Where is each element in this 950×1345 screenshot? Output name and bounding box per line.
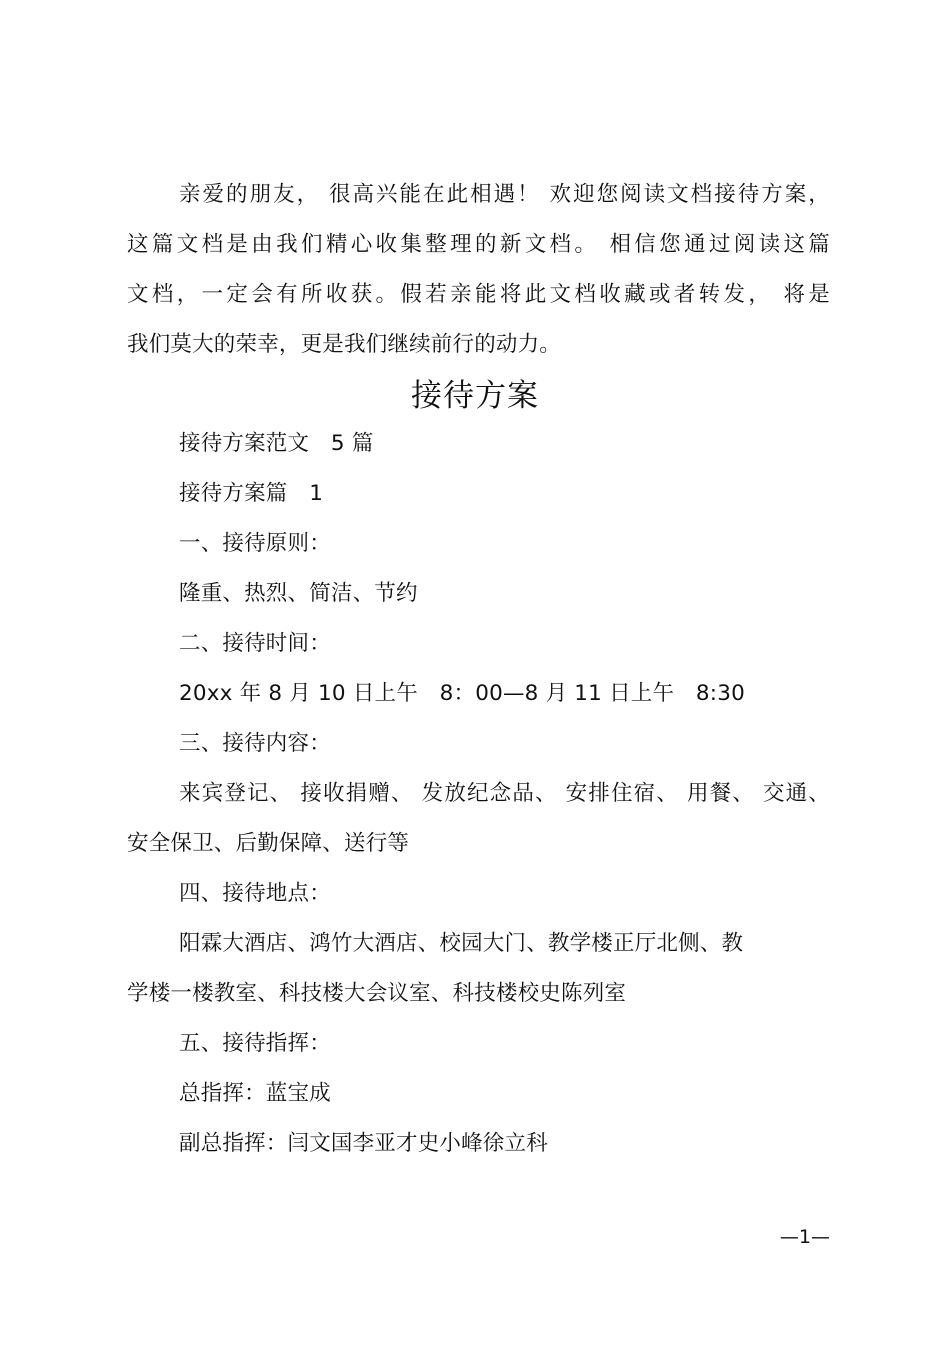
body-line-1: 接待方案范文 5 篇 <box>179 431 374 456</box>
body-line-2: 接待方案篇 1 <box>179 481 324 506</box>
body-line-deputy-commander: 副总指挥：闫文国李亚才史小峰徐立科 <box>179 1131 548 1156</box>
body-line-content-2: 安全保卫、后勤保障、送行等 <box>127 831 410 856</box>
page-number: —1— <box>779 1226 830 1248</box>
body-line-commander: 总指挥：蓝宝成 <box>179 1081 331 1106</box>
body-line-time: 20xx 年 8 月 10 日上午 8：00—8 月 11 日上午 8:30 <box>179 681 745 706</box>
intro-line-3: 文档，一定会有所收获。假若亲能将此文档收藏或者转发， 将是 <box>127 282 830 307</box>
body-line-content-1: 来宾登记、 接收捐赠、 发放纪念品、 安排住宿、 用餐、 交通、 <box>179 781 830 806</box>
section-heading-principle: 一、接待原则： <box>179 531 331 556</box>
body-line-location-2: 学楼一楼教室、科技楼大会议室、科技楼校史陈列室 <box>127 981 627 1006</box>
section-heading-content: 三、接待内容： <box>179 731 331 756</box>
section-heading-location: 四、接待地点： <box>179 881 331 906</box>
body-line-location-1: 阳霖大酒店、鸿竹大酒店、校园大门、教学楼正厅北侧、教 <box>179 931 744 956</box>
intro-line-1: 亲爱的朋友， 很高兴能在此相遇！ 欢迎您阅读文档接待方案， <box>179 182 830 207</box>
page-title: 接待方案 <box>411 378 539 414</box>
intro-line-4: 我们莫大的荣幸，更是我们继续前行的动力。 <box>127 332 562 357</box>
body-line-principle: 隆重、热烈、简洁、节约 <box>179 581 418 606</box>
section-heading-command: 五、接待指挥： <box>179 1031 331 1056</box>
section-heading-time: 二、接待时间： <box>179 631 331 656</box>
intro-line-2: 这篇文档是由我们精心收集整理的新文档。 相信您通过阅读这篇 <box>127 232 830 257</box>
